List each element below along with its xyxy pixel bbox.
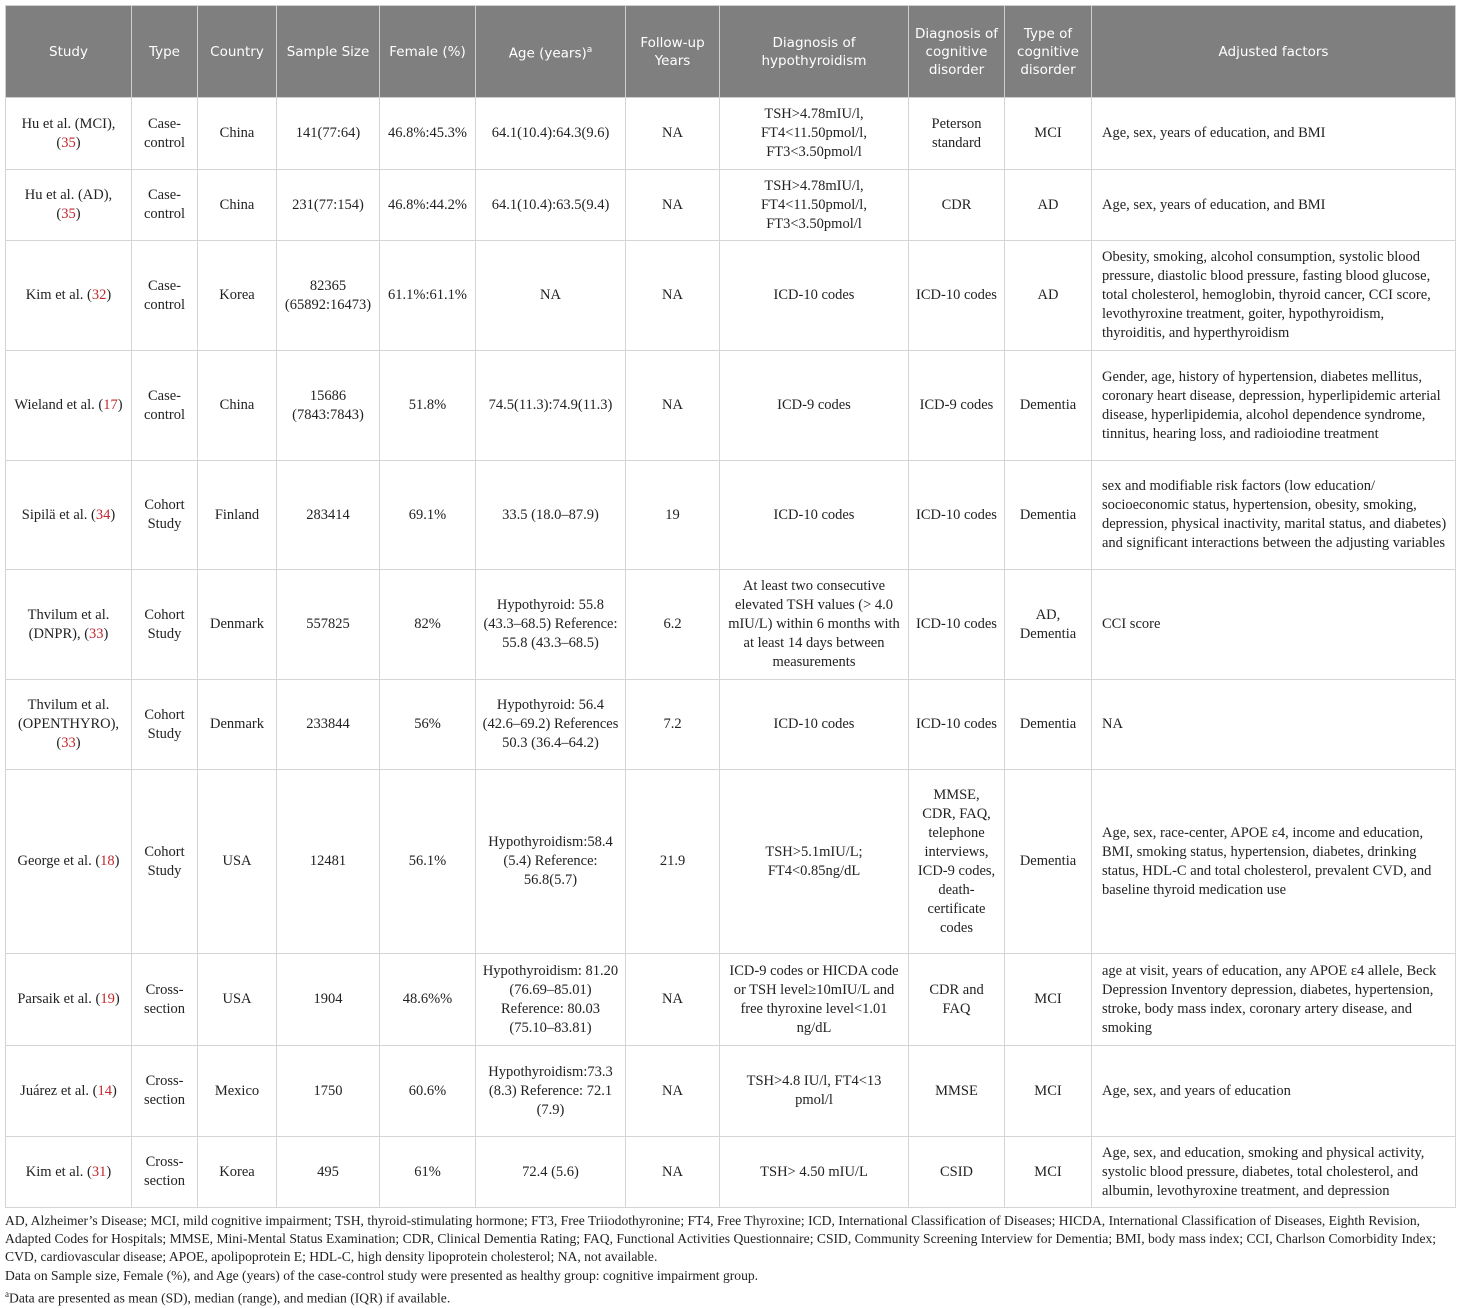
study-name: Hu et al. (MCI), [21,115,116,132]
cell-age: Hypothyroidism: 81.20 (76.69–85.01) Reference: 80.03 (75.10–83.81) [476,954,626,1046]
cell-diag-cog: ICD-10 codes [909,680,1005,770]
cell-type: Cohort Study [132,461,198,570]
cell-adjusted: Age, sex, years of education, and BMI [1092,170,1456,241]
cell-diag-hypo: At least two consecutive elevated TSH values (> 4.0 mIU/L) within 6 months with at least 14 days between measurements [720,570,909,680]
cell-age: Hypothyroidism:73.3 (8.3) Reference: 72.1 (7.9) [476,1046,626,1137]
footnote-mark: a [5,1288,9,1299]
cell-adjusted: Age, sex, and education, smoking and physical activity, systolic blood pressure, diabetes, total cholesterol, and albumin, levothyroxine treatment, and depression [1092,1137,1456,1208]
cell-country: USA [198,954,277,1046]
cell-adjusted: Gender, age, history of hypertension, diabetes mellitus, coronary heart disease, depression, hyperlipidemic arterial disease, hyperlipidemia, alcohol dependence syndrome, tinnitus, hearing loss, and radioiodine treatment [1092,351,1456,461]
cell-country: Finland [198,461,277,570]
cell-age: 74.5(11.3):74.9(11.3) [476,351,626,461]
table-row [6,241,1456,351]
table-row [6,680,1456,770]
cell-sample: 231(77:154) [277,170,380,241]
citation-link[interactable]: 34 [95,506,111,523]
cell-age: 72.4 (5.6) [476,1137,626,1208]
cell-sample: 1750 [277,1046,380,1137]
cell-type: Case-control [132,170,198,241]
cell-type-cog: MCI [1005,1137,1092,1208]
cell-adjusted: Age, sex, and years of education [1092,1046,1456,1137]
cell-adjusted: CCI score [1092,570,1456,680]
study-name: Sipilä et al. [21,506,88,523]
cell-followup: NA [626,1137,720,1208]
cell-female: 69.1% [380,461,476,570]
cell-diag-hypo: TSH> 4.50 mIU/L [720,1137,909,1208]
cell-study: Thvilum et al. (DNPR), (33) [6,570,132,680]
cell-followup: 7.2 [626,680,720,770]
table-notes [5,1212,1455,1308]
header-followup: Follow-up Years [626,6,720,98]
citation-link[interactable]: 14 [97,1082,112,1099]
cell-diag-cog: Peterson standard [909,98,1005,170]
cell-type-cog: MCI [1005,98,1092,170]
cell-female: 51.8% [380,351,476,461]
cell-type: Case-control [132,351,198,461]
cell-sample: 141(77:64) [277,98,380,170]
cell-followup: 21.9 [626,770,720,954]
header-country: Country [198,6,277,98]
cell-female: 46.8%:44.2% [380,170,476,241]
cell-sample: 557825 [277,570,380,680]
cell-diag-cog: ICD-10 codes [909,241,1005,351]
cell-adjusted: Age, sex, years of education, and BMI [1092,98,1456,170]
cell-diag-hypo: TSH>4.78mIU/l, FT4<11.50pmol/l, FT3<3.50pmol/l [720,170,909,241]
citation-link[interactable]: 33 [89,625,104,642]
studies-table [5,5,1456,1208]
cell-followup: 19 [626,461,720,570]
citation-link[interactable]: 33 [61,735,76,751]
cell-type: Case-control [132,241,198,351]
cell-country: Korea [198,241,277,351]
cell-followup: NA [626,170,720,241]
cell-type-cog: Dementia [1005,461,1092,570]
cell-type: Cross-section [132,1046,198,1137]
cell-sample: 1904 [277,954,380,1046]
cell-diag-cog: ICD-10 codes [909,570,1005,680]
footnote-a-text: Data are presented as mean (SD), median (range), and median (IQR) if available. [9,1290,451,1306]
study-name: Parsaik et al. [17,991,92,1007]
cell-diag-hypo: ICD-10 codes [720,241,909,351]
cell-country: Korea [198,1137,277,1208]
cell-study: Hu et al. (AD), (35) [6,170,132,241]
cell-diag-hypo: ICD-9 codes or HICDA code or TSH level≥10mIU/L and free thyroxine level<1.01 ng/dL [720,954,909,1046]
cell-followup: NA [626,351,720,461]
cell-age: 64.1(10.4):64.3(9.6) [476,98,626,170]
citation-link[interactable]: 17 [103,397,118,413]
cell-female: 48.6%% [380,954,476,1046]
header-diag-cog: Diagnosis of cognitive disorder [909,6,1005,98]
cell-study: Juárez et al. (14) [6,1046,132,1137]
cell-adjusted: NA [1092,680,1456,770]
table-row [6,954,1456,1046]
cell-country: China [198,351,277,461]
header-study: Study [6,6,132,98]
citation-link[interactable]: 32 [91,287,107,303]
study-name: Hu et al. (AD), [24,187,113,203]
cell-age: Hypothyroid: 55.8 (43.3–68.5) Reference: 55.8 (43.3–68.5) [476,570,626,680]
citation-link[interactable]: 31 [91,1163,107,1180]
cell-diag-hypo: TSH>5.1mIU/L; FT4<0.85ng/dL [720,770,909,954]
citation-link[interactable]: 19 [100,991,115,1007]
cell-diag-cog: CSID [909,1137,1005,1208]
cell-sample: 82365 (65892:16473) [277,241,380,351]
footnote-a [5,1285,1455,1308]
header-type-cog: Type of cognitive disorder [1005,6,1092,98]
header-sample-size: Sample Size [277,6,380,98]
case-control-note: Data on Sample size, Female (%), and Age (years) of the case-control study were presented as healthy group: cognitive impairment group. [5,1267,759,1283]
cell-followup: NA [626,98,720,170]
cell-female: 60.6% [380,1046,476,1137]
cell-type-cog: AD [1005,241,1092,351]
study-name: Kim et al. [25,287,84,303]
cell-female: 56% [380,680,476,770]
cell-diag-cog: MMSE, CDR, FAQ, telephone interviews, ICD-9 codes, death-certificate codes [909,770,1005,954]
cell-sample: 283414 [277,461,380,570]
table-row [6,170,1456,241]
cell-age: Hypothyroid: 56.4 (42.6–69.2) References 50.3 (36.4–64.2) [476,680,626,770]
cell-type-cog: MCI [1005,1046,1092,1137]
cell-age: NA [476,241,626,351]
cell-study: Kim et al. (32) [6,241,132,351]
cell-type-cog: Dementia [1005,770,1092,954]
cell-study: Thvilum et al. (OPENTHYRO), (33) [6,680,132,770]
cell-type: Cross-section [132,1137,198,1208]
study-name: Thvilum et al. (OPENTHYRO), [17,697,120,732]
cell-study: Parsaik et al. (19) [6,954,132,1046]
table-row [6,461,1456,570]
cell-adjusted: sex and modifiable risk factors (low education/ socioeconomic status, hypertension, obesity, smoking, depression, physical inactivity, marital status, and diabetes) and significant interactions between the adjusting variables [1092,461,1456,570]
table-row [6,351,1456,461]
header-age-sup: a [586,44,593,55]
cell-female: 46.8%:45.3% [380,98,476,170]
cell-followup: NA [626,1046,720,1137]
cell-sample: 12481 [277,770,380,954]
cell-country: China [198,170,277,241]
cell-type-cog: Dementia [1005,680,1092,770]
cell-study: Sipilä et al. (34) [6,461,132,570]
cell-age: 64.1(10.4):63.5(9.4) [476,170,626,241]
cell-followup: NA [626,241,720,351]
cell-adjusted: Age, sex, race-center, APOE ε4, income and education, BMI, smoking status, hypertension, diabetes, drinking status, HDL-C and total cholesterol, prevalent CVD, and baseline thyroid medication use [1092,770,1456,954]
citation-link[interactable]: 35 [61,134,76,151]
header-diag-hypo: Diagnosis of hypothyroidism [720,6,909,98]
cell-followup: 6.2 [626,570,720,680]
cell-diag-cog: ICD-10 codes [909,461,1005,570]
cell-female: 61% [380,1137,476,1208]
cell-type-cog: AD, Dementia [1005,570,1092,680]
cell-country: Mexico [198,1046,277,1137]
study-name: Juárez et al. [20,1082,90,1099]
cell-female: 61.1%:61.1% [380,241,476,351]
cell-female: 82% [380,570,476,680]
table-body [6,98,1456,1208]
header-age [476,6,626,98]
cell-adjusted: age at visit, years of education, any APOE ε4 allele, Beck Depression Inventory depression, diabetes, hypertension, stroke, body mass index, coronary artery disease, and smoking [1092,954,1456,1046]
cell-type: Cohort Study [132,680,198,770]
cell-diag-hypo: ICD-9 codes [720,351,909,461]
cell-sample: 15686 (7843:7843) [277,351,380,461]
cell-diag-cog: ICD-9 codes [909,351,1005,461]
cell-type: Cohort Study [132,770,198,954]
cell-diag-hypo: TSH>4.8 IU/l, FT4<13 pmol/l [720,1046,909,1137]
citation-link[interactable]: 18 [100,853,115,869]
header-adjusted: Adjusted factors [1092,6,1456,98]
citation-link[interactable]: 35 [61,206,76,222]
study-name: Wieland et al. [14,397,95,413]
cell-followup: NA [626,954,720,1046]
study-name: Thvilum et al. (DNPR), [27,606,110,642]
table-row [6,1137,1456,1208]
cell-diag-cog: MMSE [909,1046,1005,1137]
header-female: Female (%) [380,6,476,98]
cell-age: Hypothyroidism:58.4 (5.4) Reference: 56.8(5.7) [476,770,626,954]
cell-age: 33.5 (18.0–87.9) [476,461,626,570]
cell-type-cog: MCI [1005,954,1092,1046]
study-name: George et al. [17,853,92,869]
cell-study: Kim et al. (31) [6,1137,132,1208]
table-row [6,98,1456,170]
cell-sample: 495 [277,1137,380,1208]
study-name: Kim et al. [25,1163,84,1180]
cell-diag-hypo: ICD-10 codes [720,461,909,570]
cell-type-cog: AD [1005,170,1092,241]
cell-diag-hypo: TSH>4.78mIU/l, FT4<11.50pmol/l, FT3<3.50pmol/l [720,98,909,170]
cell-sample: 233844 [277,680,380,770]
table-row [6,1046,1456,1137]
cell-country: China [198,98,277,170]
header-age-label: Age (years) [508,45,587,62]
table-row [6,770,1456,954]
cell-type: Cross-section [132,954,198,1046]
abbreviations-note: AD, Alzheimer’s Disease; MCI, mild cognitive impairment; TSH, thyroid-stimulating hormone; FT3, Free Triiodothyronine; FT4, Free Thyroxine; ICD, International Classification of Diseases; HICDA, International Classification of Diseases, Eighth Revision, Adapted Codes for Hospitals; MMSE, Mini-Mental Status Examination; CDR, Clinical Dementia Rating; FAQ, Functional Activities Questionnaire; CSID, Community Screening Interview for Dementia; BMI, body mass index; CCI, Charlson Comorbidity Index; CVD, cardiovascular disease; APOE, apolipoprotein E; HDL-C, high density lipoprotein cholesterol; NA, not available. [5,1213,1437,1265]
table-row [6,570,1456,680]
cell-diag-hypo: ICD-10 codes [720,680,909,770]
cell-study: Hu et al. (MCI), (35) [6,98,132,170]
cell-country: USA [198,770,277,954]
cell-type-cog: Dementia [1005,351,1092,461]
cell-type: Case-control [132,98,198,170]
cell-diag-cog: CDR [909,170,1005,241]
cell-country: Denmark [198,570,277,680]
cell-type: Cohort Study [132,570,198,680]
header-row [6,6,1456,98]
cell-adjusted: Obesity, smoking, alcohol consumption, systolic blood pressure, diastolic blood pressure, fasting blood glucose, total cholesterol, hemoglobin, thyroid cancer, CCI score, levothyroxine treatment, goiter, hypothyroidism, thyroiditis, and hyperthyroidism [1092,241,1456,351]
cell-study: George et al. (18) [6,770,132,954]
cell-country: Denmark [198,680,277,770]
header-type: Type [132,6,198,98]
cell-study: Wieland et al. (17) [6,351,132,461]
cell-diag-cog: CDR and FAQ [909,954,1005,1046]
cell-female: 56.1% [380,770,476,954]
